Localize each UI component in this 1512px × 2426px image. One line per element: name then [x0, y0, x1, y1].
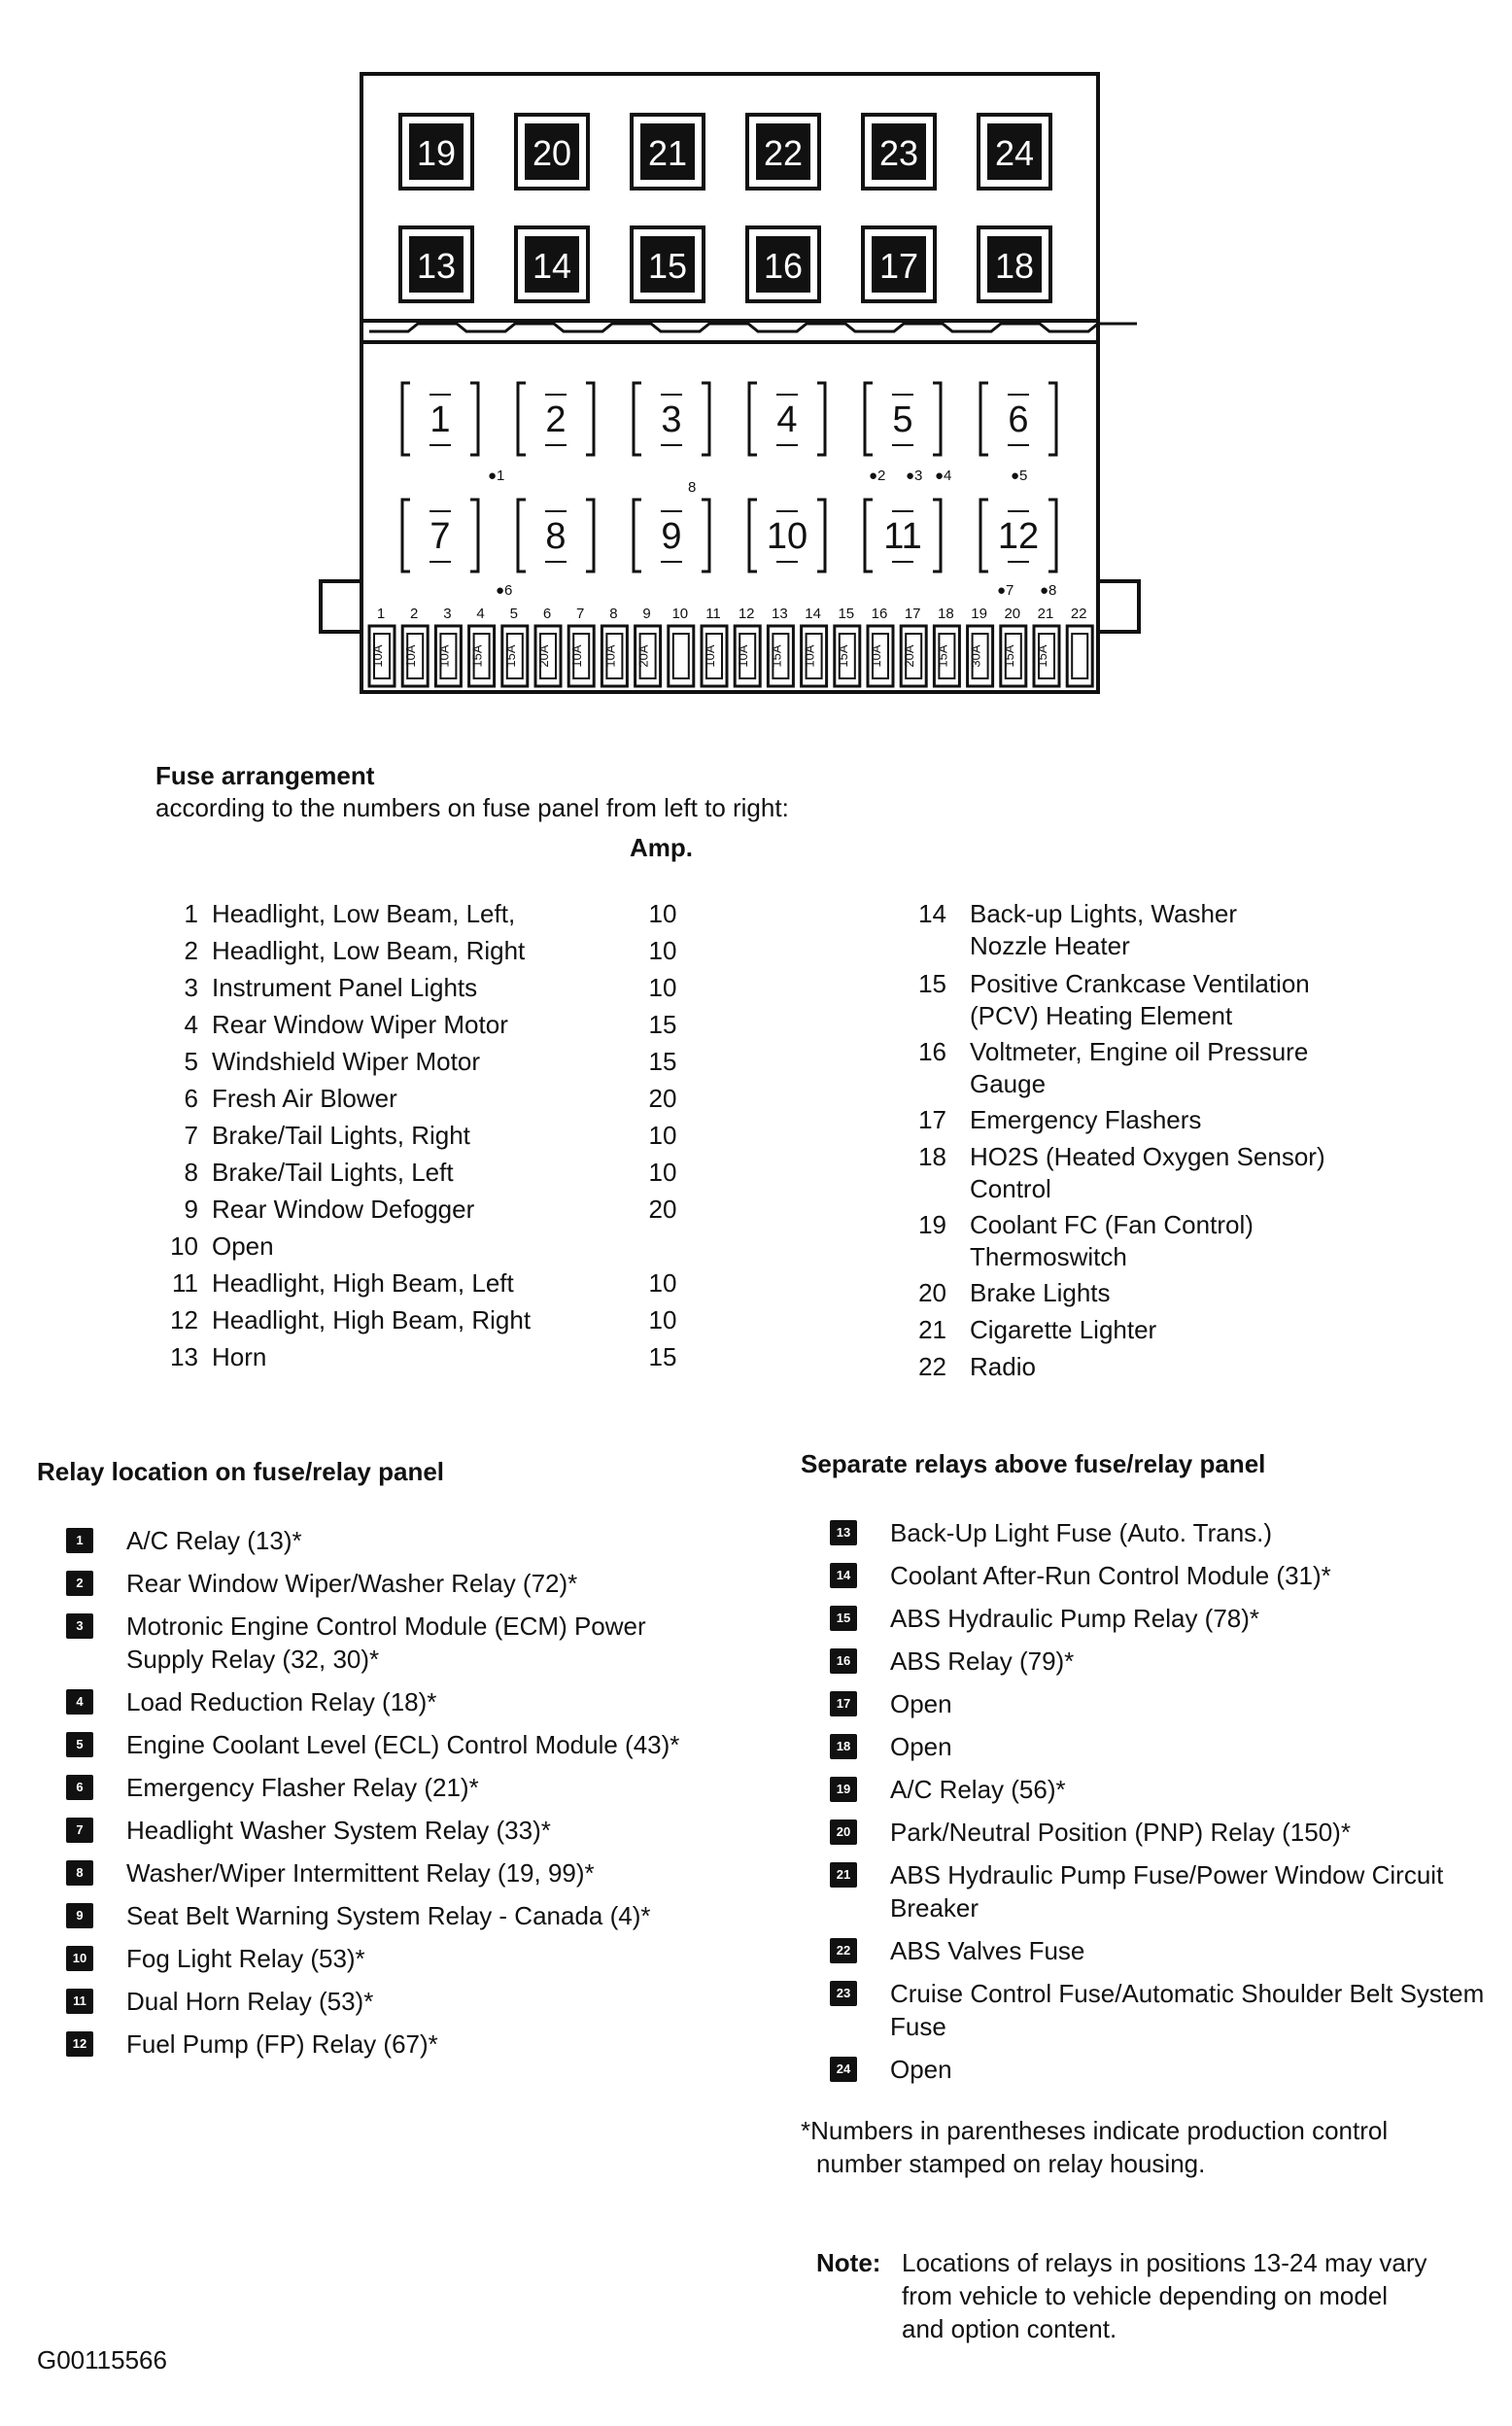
fuse-strip: [369, 606, 1092, 686]
relay-number: 18: [994, 246, 1035, 286]
fuse-slot-10: [669, 606, 694, 686]
relay-number: 21: [647, 133, 688, 173]
fuse-entry-amp: 10: [648, 1158, 677, 1187]
relay-number-badge: 10: [66, 1946, 93, 1971]
relay-number: 19: [416, 133, 457, 173]
fuse-entry-amp: 10: [648, 1268, 677, 1298]
relay-row-4: [402, 500, 1056, 572]
dot-label: ●4: [935, 468, 952, 484]
relay-socket-6: [980, 383, 1056, 455]
fuse-rating: 10A: [436, 644, 452, 668]
dot-label: ●7: [997, 582, 1014, 599]
fuse-entry-number: 5: [184, 1047, 198, 1076]
fuse-entry-number: 3: [184, 973, 198, 1002]
relay-position-18: [979, 227, 1050, 301]
fuse-entry-number: 21: [918, 1315, 946, 1344]
relay-socket-8: [518, 500, 594, 572]
note-label: Note:: [816, 2248, 881, 2277]
fuse-number: 20: [1004, 606, 1021, 622]
fuse-number: 13: [772, 606, 788, 622]
relay-entry-text: Headlight Washer System Relay (33)*: [126, 1816, 551, 1845]
fuse-number: 15: [838, 606, 855, 622]
fuse-entry-label-cont: Nozzle Heater: [970, 931, 1130, 960]
relay-number: 20: [532, 133, 572, 173]
relay-number-badge: 5: [66, 1732, 93, 1757]
fuse-entry-amp: 20: [648, 1084, 677, 1113]
fuse-slot-15: [835, 606, 860, 686]
relay-number: 16: [763, 246, 804, 286]
fuse-entry-number: 9: [184, 1195, 198, 1224]
fuse-slot-21: [1034, 606, 1059, 686]
fuse-number: 7: [576, 606, 585, 622]
fuse-entry-label-cont: Gauge: [970, 1069, 1047, 1098]
fuse-number: 14: [805, 606, 821, 622]
dot-label: ●5: [1011, 468, 1028, 484]
fuse-entry-label: Emergency Flashers: [970, 1105, 1202, 1134]
note-line-1: Locations of relays in positions 13-24 may vary: [902, 2248, 1427, 2277]
figure-id: G00115566: [37, 2345, 167, 2374]
relay-number-badge: 2: [66, 1571, 93, 1596]
relay-number-badge: 7: [66, 1818, 93, 1843]
fuse-entry-number: 7: [184, 1121, 198, 1150]
socket-number: 7: [430, 516, 451, 557]
fuse-number: 6: [542, 606, 552, 622]
socket-number: 4: [776, 399, 798, 440]
footnote-line-2: number stamped on relay housing.: [816, 2149, 1206, 2178]
socket-number: 10: [766, 516, 808, 557]
relay-entry-text: Washer/Wiper Intermittent Relay (19, 99)*: [126, 1858, 595, 1888]
fuse-entry-label: Headlight, High Beam, Right: [212, 1305, 532, 1334]
fuse-number: 9: [642, 606, 651, 622]
small-label: 8: [688, 479, 697, 496]
fuse-entry-label: Voltmeter, Engine oil Pressure: [970, 1037, 1309, 1066]
fuse-entry-amp: 10: [648, 936, 677, 965]
fuse-entry-number: 13: [170, 1342, 198, 1371]
fuse-entry-label-cont: Thermoswitch: [970, 1242, 1127, 1271]
fuse-slot-14: [802, 606, 827, 686]
relay-entry-text: Open: [890, 1732, 952, 1761]
fuse-entry-number: 20: [918, 1278, 946, 1307]
fuse-rating: 15A: [769, 644, 784, 668]
fuse-number: 12: [738, 606, 755, 622]
fuse-entry-label: Fresh Air Blower: [212, 1084, 397, 1113]
fuse-number: 18: [938, 606, 954, 622]
fuse-entry-number: 2: [184, 936, 198, 965]
relay-socket-12: [980, 500, 1056, 572]
fuse-entry-number: 6: [184, 1084, 198, 1113]
relay-position-22: [747, 115, 819, 189]
fuse-entry-number: 11: [172, 1268, 198, 1298]
relay-entry-text: Open: [890, 2055, 952, 2084]
fuse-number: 8: [609, 606, 618, 622]
relay-number: 14: [532, 246, 572, 286]
relay-number-badge: 4: [66, 1689, 93, 1715]
fuse-entry-label: Horn: [212, 1342, 267, 1371]
relay-entry-text: Rear Window Wiper/Washer Relay (72)*: [126, 1569, 578, 1598]
relay-entry-text: ABS Valves Fuse: [890, 1936, 1085, 1965]
relay-socket-7: [402, 500, 478, 572]
fuse-entry-number: 19: [918, 1210, 946, 1239]
fuse-slot-18: [934, 606, 959, 686]
fuse-entry-label: Open: [212, 1231, 274, 1261]
fuse-entry-label: Brake/Tail Lights, Left: [212, 1158, 454, 1187]
relay-position-17: [863, 227, 935, 301]
fuse-entry-label: Rear Window Wiper Motor: [212, 1010, 508, 1039]
fuse-slot-2: [402, 606, 428, 686]
fuse-slot-11: [702, 606, 727, 686]
dot-label: ●2: [869, 468, 886, 484]
relay-number: 24: [994, 133, 1035, 173]
relay-entry-text: ABS Hydraulic Pump Fuse/Power Window Circuit Breaker: [890, 1860, 1444, 1923]
fuse-entry-label-cont: Control: [970, 1174, 1051, 1203]
relay-number-badge: 15: [830, 1606, 857, 1631]
relay-entry-text: A/C Relay (13)*: [126, 1526, 302, 1555]
fuse-rating: 15A: [1035, 644, 1049, 668]
fuse-rating: 10A: [869, 644, 883, 668]
relay-entry-text: Open: [890, 1689, 952, 1718]
fuse-slot-12: [735, 606, 760, 686]
relay-number-badge: 6: [66, 1775, 93, 1800]
fuse-number: 3: [443, 606, 452, 622]
relay-entry-text: Back-Up Light Fuse (Auto. Trans.): [890, 1518, 1273, 1547]
fuse-number: 22: [1070, 606, 1087, 622]
fuse-slot-4: [469, 606, 495, 686]
relay-number: 17: [878, 246, 919, 286]
relay-number-badge: 9: [66, 1903, 93, 1928]
relay-row-top: [400, 115, 1050, 189]
fuse-number: 17: [904, 606, 921, 622]
fuse-entry-amp: 10: [648, 899, 677, 928]
fuse-entry-label: Rear Window Defogger: [212, 1195, 475, 1224]
relay-number: 15: [647, 246, 688, 286]
relay-number-badge: 11: [66, 1989, 93, 2014]
fuse-slot-22: [1067, 606, 1092, 686]
fuse-entry-number: 8: [184, 1158, 198, 1187]
relay-number-badge: 23: [830, 1981, 857, 2006]
fuse-rating: 20A: [536, 644, 551, 668]
dot-label: ●1: [488, 468, 505, 484]
dot-label: ●8: [1040, 582, 1057, 599]
fuse-entry-amp: 15: [648, 1047, 677, 1076]
relay-number-badge: 13: [830, 1520, 857, 1545]
relay-entry-text: Fuel Pump (FP) Relay (67)*: [126, 2029, 438, 2059]
fuse-entry-amp: 10: [648, 1305, 677, 1334]
relay-number: 13: [416, 246, 457, 286]
relay-position-16: [747, 227, 819, 301]
fuse-entry-label: Radio: [970, 1352, 1036, 1381]
fuse-entry-label: Coolant FC (Fan Control): [970, 1210, 1254, 1239]
relay-entry-text: Seat Belt Warning System Relay - Canada (4)*: [126, 1901, 651, 1930]
relay-position-23: [863, 115, 935, 189]
fuse-entry-number: 1: [184, 899, 198, 928]
fuse-entry-number: 14: [918, 899, 946, 928]
fuse-slot-20: [1001, 606, 1026, 686]
fuse-slot-8: [601, 606, 627, 686]
socket-number: 12: [997, 516, 1040, 557]
fuse-entry-number: 10: [170, 1231, 198, 1261]
relay-position-24: [979, 115, 1050, 189]
socket-number: 8: [545, 516, 567, 557]
relay-socket-1: [402, 383, 478, 455]
relay-socket-11: [865, 500, 941, 572]
relay-number-badge: 8: [66, 1860, 93, 1886]
fuse-entry-label-cont: (PCV) Heating Element: [970, 1001, 1233, 1030]
fuse-entry-label: Cigarette Lighter: [970, 1315, 1157, 1344]
fuse-rating: 15A: [469, 644, 485, 668]
relay-number-badge: 14: [830, 1563, 857, 1588]
fuse-entry-number: 16: [918, 1037, 946, 1066]
fuse-entry-label: Positive Crankcase Ventilation: [970, 969, 1310, 998]
fuse-slot-6: [535, 606, 561, 686]
relay-number-badge: 24: [830, 2057, 857, 2082]
relay-number-badge: 18: [830, 1734, 857, 1759]
relay-entry-text: ABS Relay (79)*: [890, 1646, 1075, 1676]
fuse-entry-label: Back-up Lights, Washer: [970, 899, 1238, 928]
relay-number-badge: 16: [830, 1648, 857, 1674]
fuse-entry-label: Brake/Tail Lights, Right: [212, 1121, 470, 1150]
relay-entry-text: Load Reduction Relay (18)*: [126, 1687, 437, 1716]
fuse-rating: 10A: [802, 644, 817, 668]
fuse-entry-amp: 15: [648, 1342, 677, 1371]
socket-number: 9: [661, 516, 682, 557]
fuse-entry-amp: 10: [648, 973, 677, 1002]
fuse-entry-number: 12: [170, 1305, 198, 1334]
socket-number: 3: [661, 399, 682, 440]
fuse-entry-number: 15: [918, 969, 946, 998]
fuse-rating: 20A: [902, 644, 917, 668]
dot-label: ●3: [906, 468, 923, 484]
fuse-entry-label: Instrument Panel Lights: [212, 973, 478, 1002]
fuse-number: 10: [671, 606, 689, 622]
relay-position-15: [632, 227, 704, 301]
relay-entry-text: Emergency Flasher Relay (21)*: [126, 1773, 479, 1802]
fuse-rating: 30A: [968, 644, 983, 668]
fuse-slot-5: [502, 606, 528, 686]
relay-position-14: [516, 227, 588, 301]
socket-number: 5: [892, 399, 913, 440]
separate-relays-title: Separate relays above fuse/relay panel: [801, 1449, 1266, 1478]
fuse-rating: 20A: [636, 644, 651, 668]
fuse-rating: 10A: [736, 644, 751, 668]
fuse-entry-number: 4: [184, 1010, 198, 1039]
fuse-rating: 10A: [602, 644, 618, 668]
note-line-3: and option content.: [902, 2314, 1117, 2343]
fuse-entry-amp: 15: [648, 1010, 677, 1039]
fuse-entry-label: HO2S (Heated Oxygen Sensor): [970, 1142, 1325, 1171]
fuse-number: 1: [376, 606, 386, 622]
relay-row-second: [400, 227, 1050, 301]
fuse-arrangement-subtitle: according to the numbers on fuse panel from left to right:: [155, 793, 789, 822]
relay-entry-text: Cruise Control Fuse/Automatic Shoulder Belt System Fuse: [890, 1979, 1485, 2041]
relay-socket-9: [634, 500, 709, 572]
relay-entry-text: Engine Coolant Level (ECL) Control Module (43)*: [126, 1730, 680, 1759]
socket-number: 2: [545, 399, 567, 440]
relay-number: 22: [763, 133, 804, 173]
fuse-arrangement-title: Fuse arrangement: [155, 761, 375, 790]
fuse-entry-number: 18: [918, 1142, 946, 1171]
dot-label: ●6: [496, 582, 513, 599]
relay-socket-3: [634, 383, 709, 455]
footnote-line-1: *Numbers in parentheses indicate production control: [801, 2116, 1389, 2145]
relay-entry-text: Dual Horn Relay (53)*: [126, 1987, 374, 2016]
fuse-slot-3: [435, 606, 461, 686]
fuse-number: 21: [1037, 606, 1054, 622]
relay-entry-text: ABS Hydraulic Pump Relay (78)*: [890, 1604, 1260, 1633]
fuse-slot-19: [968, 606, 993, 686]
fuse-entry-number: 22: [918, 1352, 946, 1381]
fuse-rating: 15A: [502, 644, 518, 668]
relay-number-badge: 19: [830, 1777, 857, 1802]
relay-position-21: [632, 115, 704, 189]
relay-number-badge: 21: [830, 1862, 857, 1888]
relay-entry-text: Fog Light Relay (53)*: [126, 1944, 365, 1973]
relay-position-19: [400, 115, 472, 189]
fuse-rating: 15A: [1001, 644, 1016, 668]
fuse-number: 11: [705, 606, 721, 622]
fuse-rating: 10A: [403, 644, 419, 668]
relay-position-20: [516, 115, 588, 189]
relay-number-badge: 17: [830, 1691, 857, 1716]
fuse-slot-1: [369, 606, 395, 686]
fuse-entry-label: Brake Lights: [970, 1278, 1111, 1307]
fuse-rating: 10A: [569, 644, 585, 668]
relay-row-3: [402, 383, 1056, 455]
relay-number-badge: 22: [830, 1938, 857, 1963]
fuse-entry-label: Headlight, Low Beam, Left,: [212, 899, 516, 928]
fuse-entry-label: Windshield Wiper Motor: [212, 1047, 480, 1076]
fuse-rating: 15A: [935, 644, 950, 668]
fuse-number: 2: [410, 606, 419, 622]
relay-number: 23: [878, 133, 919, 173]
fuse-number: 19: [971, 606, 987, 622]
relay-socket-2: [518, 383, 594, 455]
fuse-slot-17: [901, 606, 926, 686]
relay-position-13: [400, 227, 472, 301]
relay-number-badge: 20: [830, 1820, 857, 1845]
socket-number: 1: [430, 399, 451, 440]
socket-number: 6: [1008, 399, 1029, 440]
relay-location-title: Relay location on fuse/relay panel: [37, 1457, 445, 1486]
fuse-number: 16: [871, 606, 888, 622]
relay-entry-text: A/C Relay (56)*: [890, 1775, 1066, 1804]
relay-number-badge: 3: [66, 1613, 93, 1639]
relay-socket-10: [749, 500, 825, 572]
fuse-number: 4: [476, 606, 485, 622]
relay-entry-text: Coolant After-Run Control Module (31)*: [890, 1561, 1331, 1590]
fuse-rating: 15A: [835, 644, 850, 668]
fuse-entry-label: Headlight, High Beam, Left: [212, 1268, 514, 1298]
fuse-entry-number: 17: [918, 1105, 946, 1134]
fuse-slot-13: [768, 606, 793, 686]
fuse-number: 5: [509, 606, 518, 622]
fuse-relay-panel-diagram: [0, 0, 1512, 739]
fuse-slot-16: [868, 606, 893, 686]
relay-socket-5: [865, 383, 941, 455]
relay-entry-text: Motronic Engine Control Module (ECM) Power Supply Relay (32, 30)*: [126, 1612, 646, 1674]
relay-entry-text: Park/Neutral Position (PNP) Relay (150)*: [890, 1818, 1351, 1847]
fuse-rating: 10A: [703, 644, 717, 668]
fuse-entry-amp: 20: [648, 1195, 677, 1224]
relay-socket-4: [749, 383, 825, 455]
fuse-slot-9: [636, 606, 661, 686]
amp-header: Amp.: [630, 833, 693, 862]
relay-number-badge: 12: [66, 2031, 93, 2057]
note-line-2: from vehicle to vehicle depending on model: [902, 2281, 1389, 2310]
relay-number-badge: 1: [66, 1528, 93, 1553]
fuse-entry-amp: 10: [648, 1121, 677, 1150]
fuse-entry-label: Headlight, Low Beam, Right: [212, 936, 526, 965]
fuse-slot-7: [568, 606, 594, 686]
socket-number: 11: [883, 516, 922, 557]
fuse-rating: 10A: [370, 644, 385, 668]
